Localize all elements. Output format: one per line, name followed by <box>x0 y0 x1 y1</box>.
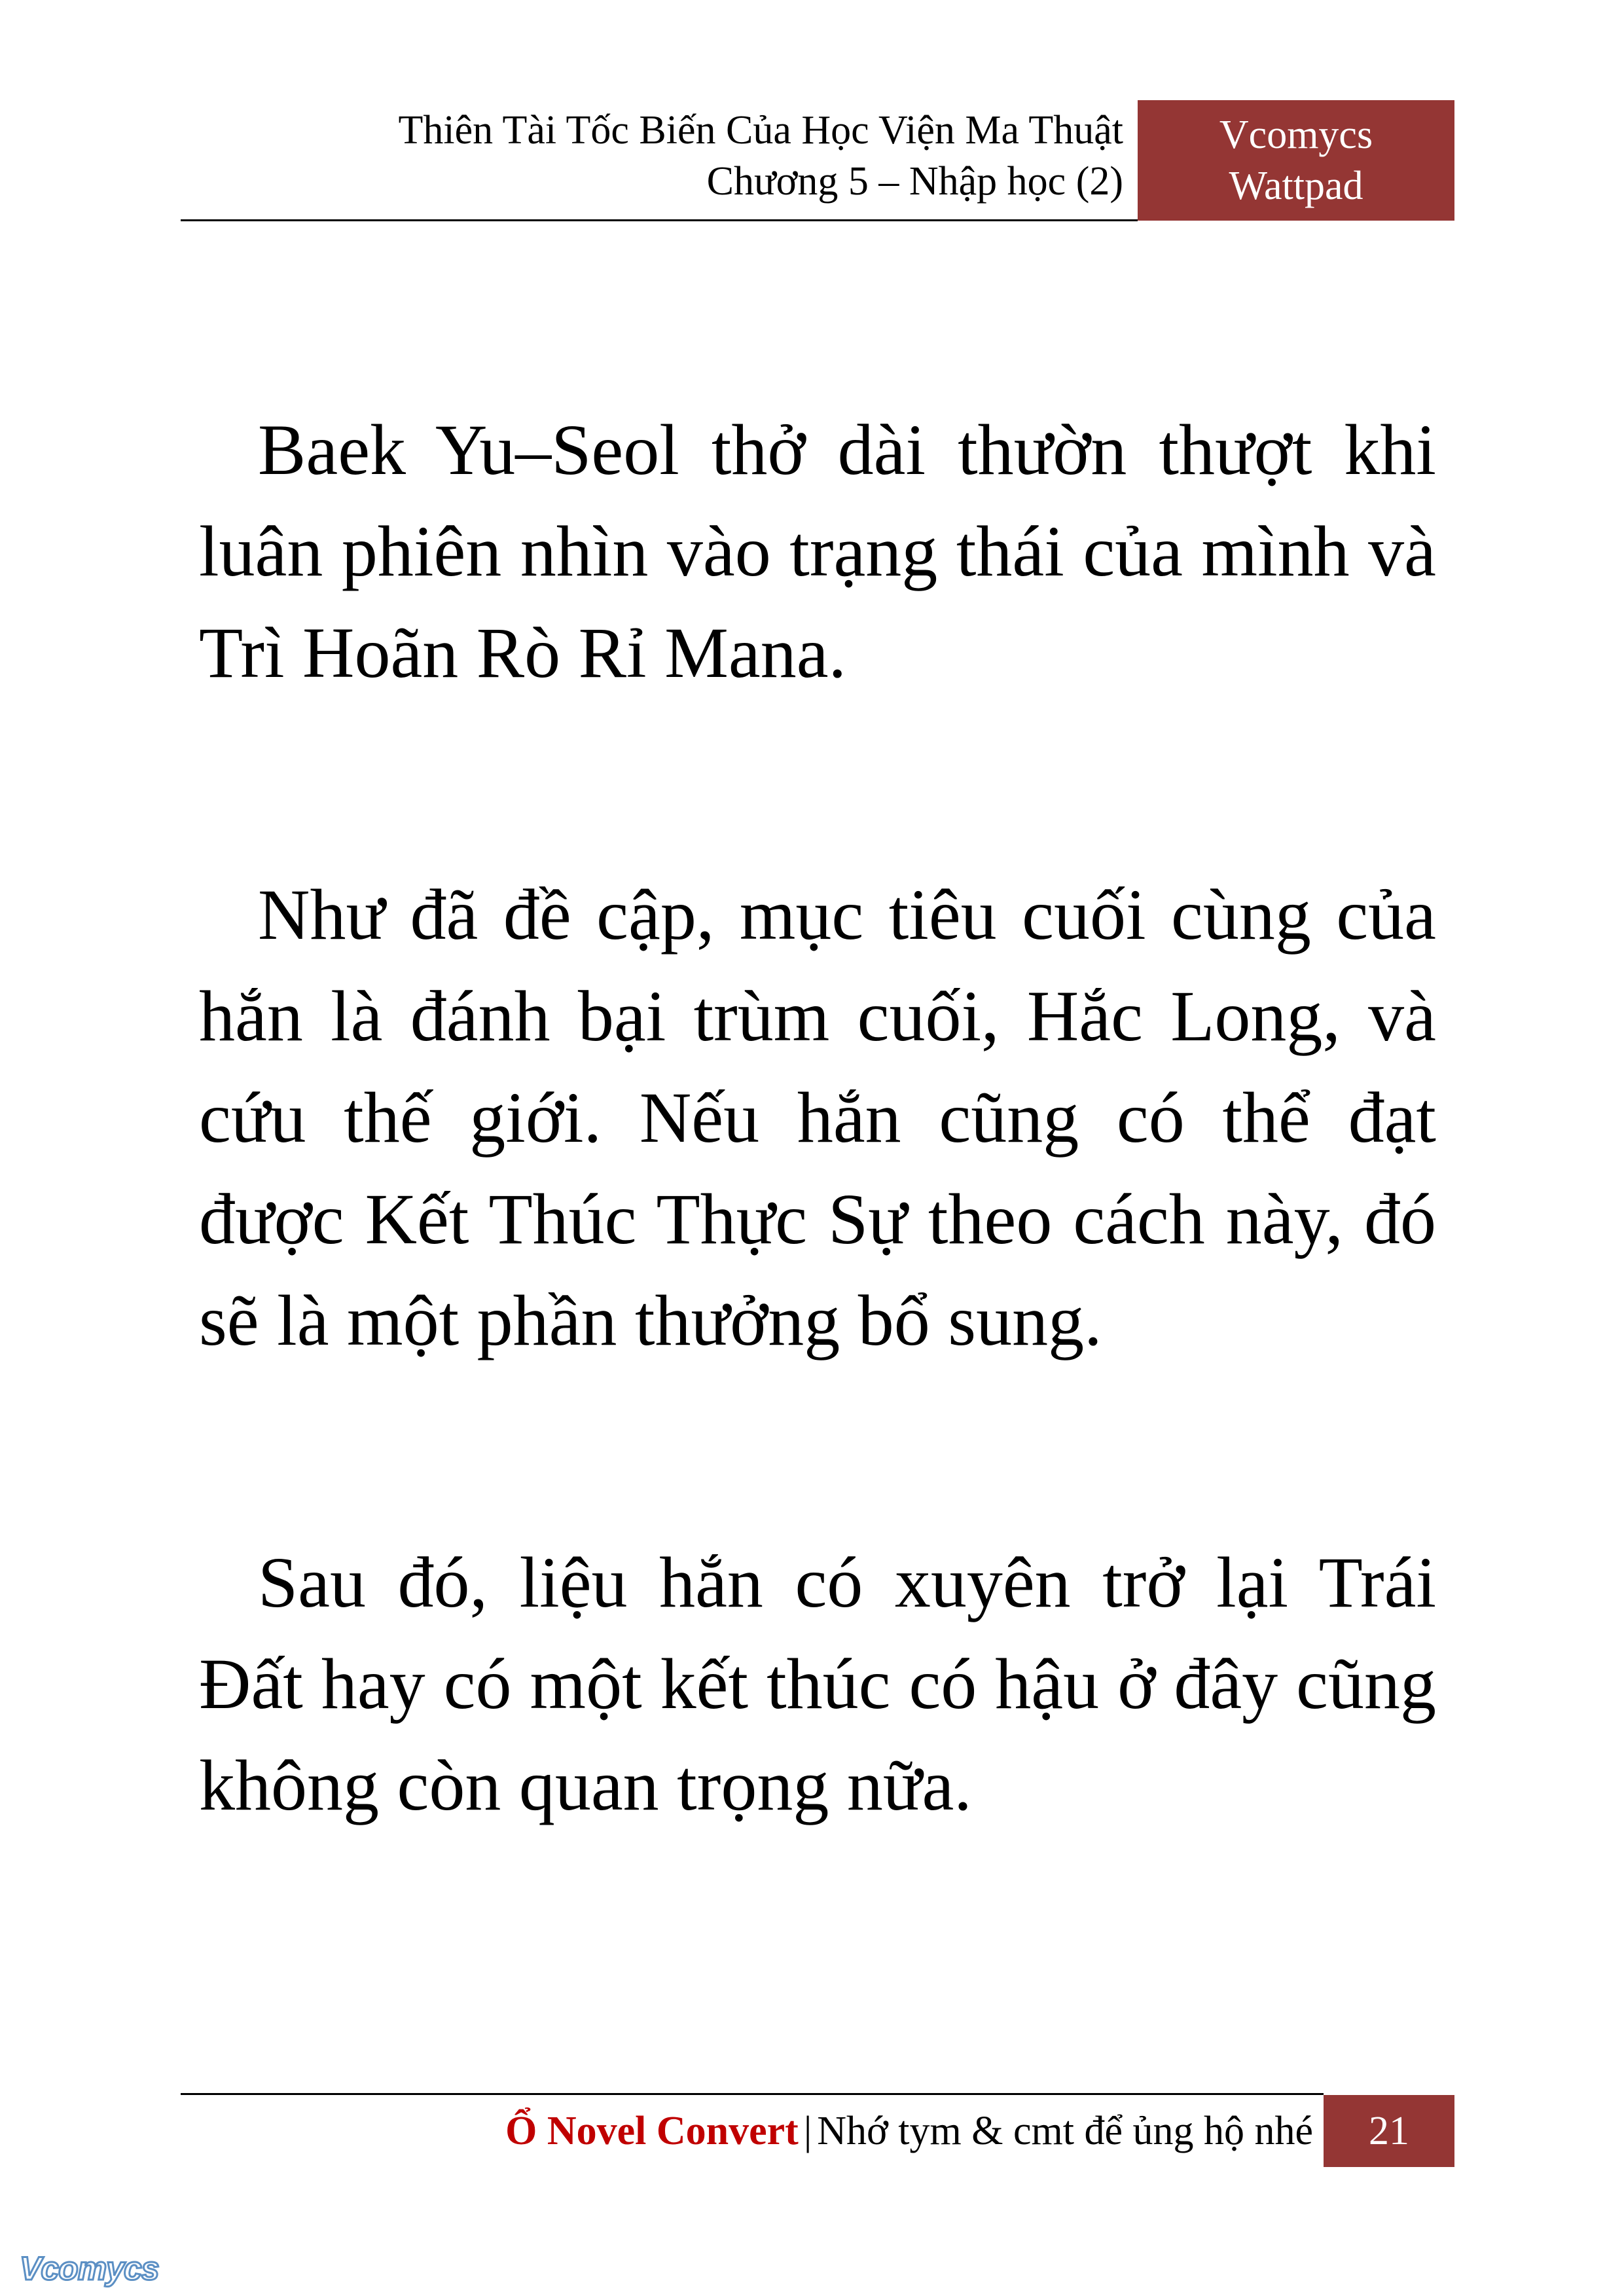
footer-separator: | <box>803 2109 812 2153</box>
page-number: 21 <box>1324 2095 1454 2167</box>
vcomycs-watermark-logo <box>17 2246 181 2291</box>
footer-line <box>181 2105 1313 2157</box>
book-title: Thiên Tài Tốc Biến Của Học Viện Ma Thuật <box>398 108 1123 153</box>
source-badge <box>1138 100 1454 221</box>
badge-line-vcomycs: Vcomycs <box>1219 113 1373 157</box>
header-divider <box>181 219 1138 221</box>
running-header <box>181 105 1123 207</box>
footer-message: Nhớ tym & cmt để ủng hộ nhé <box>817 2109 1313 2153</box>
paragraph: Như đã đề cập, mục tiêu cuối cùng của hắn là đánh bại trùm cuối, Hắc Long, và cứu thế giới. Nếu hắn cũng có thể đạt được Kết Thúc Thực Sự theo cách này, đó sẽ là một phần thưởng bổ sung. <box>199 875 1436 1360</box>
chapter-title: Chương 5 – Nhập học (2) <box>706 159 1123 204</box>
footer-divider <box>181 2093 1324 2095</box>
chapter-body <box>199 399 1436 1836</box>
footer-brand: Ổ Novel Convert <box>505 2109 799 2153</box>
paragraph: Baek Yu–Seol thở dài thườn thượt khi luân phiên nhìn vào trạng thái của mình và Trì Hoãn Rò Rỉ Mana. <box>199 410 1436 693</box>
svg-text:Vcomycs: Vcomycs <box>20 2250 159 2287</box>
paragraph: Sau đó, liệu hắn có xuyên trở lại Trái Đất hay có một kết thúc có hậu ở đây cũng không còn quan trọng nữa. <box>199 1542 1436 1825</box>
badge-line-wattpad: Wattpad <box>1229 164 1363 208</box>
